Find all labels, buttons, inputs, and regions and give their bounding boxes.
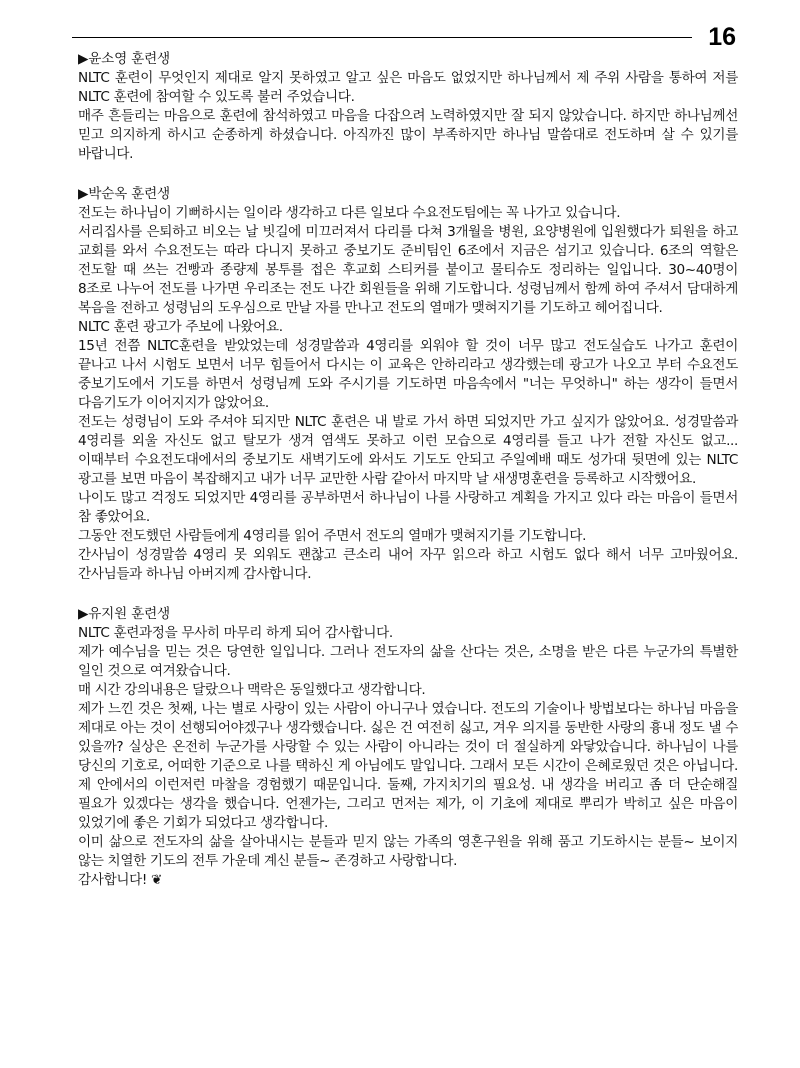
paragraph: 매주 흔들리는 마음으로 훈련에 참석하였고 마음을 다잡으려 노력하였지만 잘 되지 않았습니다. 하지만 하나님께선 믿고 의지하게 하시고 순종하게 하셨습니다. 아직까진 많이 부족하지만 하나님 말씀대로 전도하며 살 수 있기를 바랍니다.: [78, 108, 738, 162]
document-body: [78, 50, 738, 911]
testimony-section-yoon: [78, 50, 738, 164]
testimony-section-yoo: [78, 605, 738, 890]
page-number: 16: [708, 23, 736, 51]
paragraph: 제가 예수님을 믿는 것은 당연한 일입니다. 그러나 전도자의 삶을 산다는 것은, 소명을 받은 다른 누군가의 특별한 일인 것으로 여겨왔습니다.: [78, 644, 738, 679]
testimony-section-park: [78, 185, 738, 584]
paragraph: NLTC 훈련이 무엇인지 제대로 알지 못하였고 알고 싶은 마음도 없었지만 하나님께서 제 주위 사람을 통하여 저를 NLTC 훈련에 참여할 수 있도록 불러 주었습니다.: [78, 70, 738, 105]
paragraph: 그동안 전도했던 사람들에게 4영리를 읽어 주면서 전도의 열매가 맺혀지기를 기도합니다.: [78, 528, 587, 544]
paragraph: 이미 삶으로 전도자의 삶을 살아내시는 분들과 믿지 않는 가족의 영혼구원을 위해 품고 기도하시는 분들~ 보이지 않는 치열한 기도의 전투 가운데 계신 분들~ 존경하고 사랑합니다.: [78, 834, 738, 869]
page-header: [72, 22, 736, 52]
paragraph: 15년 전쯤 NLTC훈련을 받았었는데 성경말씀과 4영리를 외워야 할 것이 너무 많고 전도실습도 나가고 훈련이 끝나고 나서 시험도 보면서 너무 힘들어서 다시는 이 교육은 안하리라고 생각했는데 광고가 나오고 부터 수요전도 중보기도에서 기도를 하면서 성령님께 도와 주시기를 기도하면 마음속에서 "너는 무엇하니" 하는 생각이 들면서 다음기도가 이어지지가 않았어요.: [78, 338, 738, 411]
header-rule: [72, 37, 692, 38]
paragraph: NLTC 훈련과정을 무사히 마무리 하게 되어 감사합니다.: [78, 625, 393, 641]
paragraph: 전도는 하나님이 기뻐하시는 일이라 생각하고 다른 일보다 수요전도팀에는 꼭 나가고 있습니다.: [78, 205, 621, 221]
paragraph: 간사님이 성경말씀 4영리 못 외워도 괜찮고 큰소리 내어 자꾸 읽으라 하고 시험도 없다 해서 너무 고마웠어요. 간사님들과 하나님 아버지께 감사합니다.: [78, 547, 738, 582]
paragraph: 서리집사를 은퇴하고 비오는 날 빗길에 미끄러져서 다리를 다쳐 3개월을 병원, 요양병원에 입원했다가 퇴원을 하고 교회를 와서 수요전도는 따라 다니지 못하고 중보기도 준비팀인 6조에서 지금은 섬기고 있습니다. 6조의 역할은 전도할 때 쓰는 건빵과 종량제 봉투를 접은 후교회 스티커를 붙이고 물티슈도 정리하는 일입니다. 30~40명이 8조로 나누어 전도를 나가면 우리조는 전도 나간 회원들을 위해 기도합니다. 성령님께서 함께 하여 주셔서 담대하게 복음을 전하고 성령님의 도우심으로 만날 자를 만나고 전도의 열매가 맺혀지기를 기도하고 헤어집니다.: [78, 224, 738, 316]
section-heading: ▶박순옥 훈련생: [78, 186, 170, 202]
section-heading: ▶유지원 훈련생: [78, 606, 170, 622]
section-heading: ▶윤소영 훈련생: [78, 51, 170, 67]
paragraph: 매 시간 강의내용은 달랐으나 맥락은 동일했다고 생각합니다.: [78, 682, 426, 698]
paragraph: 제가 느낀 것은 첫째, 나는 별로 사랑이 있는 사람이 아니구나 였습니다. 전도의 기술이나 방법보다는 하나님 마음을 제대로 아는 것이 선행되어야겠구나 생각했습니다. 싫은 건 여전히 싫고, 겨우 의지를 동반한 사랑의 흉내 정도 낼 수 있을까? 실상은 온전히 누군가를 사랑할 수 있는 사람이 아니라는 것이 더 절실하게 와닿았습니다. 하나님이 나를 당신의 기호로, 어떠한 기준으로 나를 택하신 게 아님에도 말입니다. 그래서 모든 시간이 은혜로웠던 것은 아닙니다. 제 안에서의 이런저런 마찰을 경험했기 때문입니다. 둘째, 가지치기의 필요성. 내 생각을 버리고 좀 더 단순해질 필요가 있겠다는 생각을 했습니다. 언젠가는, 그리고 먼저는 제가, 이 기초에 제대로 뿌리가 박히고 싶은 마음이 있었기에 좋은 기회가 되었다고 생각합니다.: [78, 701, 738, 831]
paragraph: 나이도 많고 걱정도 되었지만 4영리를 공부하면서 하나님이 나를 사랑하고 계획을 가지고 있다 라는 마음이 들면서 참 좋았어요.: [78, 490, 738, 525]
paragraph: NLTC 훈련 광고가 주보에 나왔어요.: [78, 319, 283, 335]
paragraph: 전도는 성령님이 도와 주셔야 되지만 NLTC 훈련은 내 발로 가서 하면 되었지만 가고 싶지가 않았어요. 성경말씀과 4영리를 외울 자신도 없고 탈모가 생겨 염색도 못하고 이런 모습으로 4영리를 들고 나가 전할 자신도 없고... 이때부터 수요전도대에서의 중보기도 새벽기도에 와서도 기도도 안되고 주일예배 때도 성가대 뒷면에 있는 NLTC 광고를 보면 마음이 복잡해지고 내가 너무 교만한 사람 같아서 마지막 날 새생명훈련을 등록하고 시작했어요.: [78, 414, 738, 487]
paragraph: 감사합니다! ❦: [78, 872, 163, 888]
